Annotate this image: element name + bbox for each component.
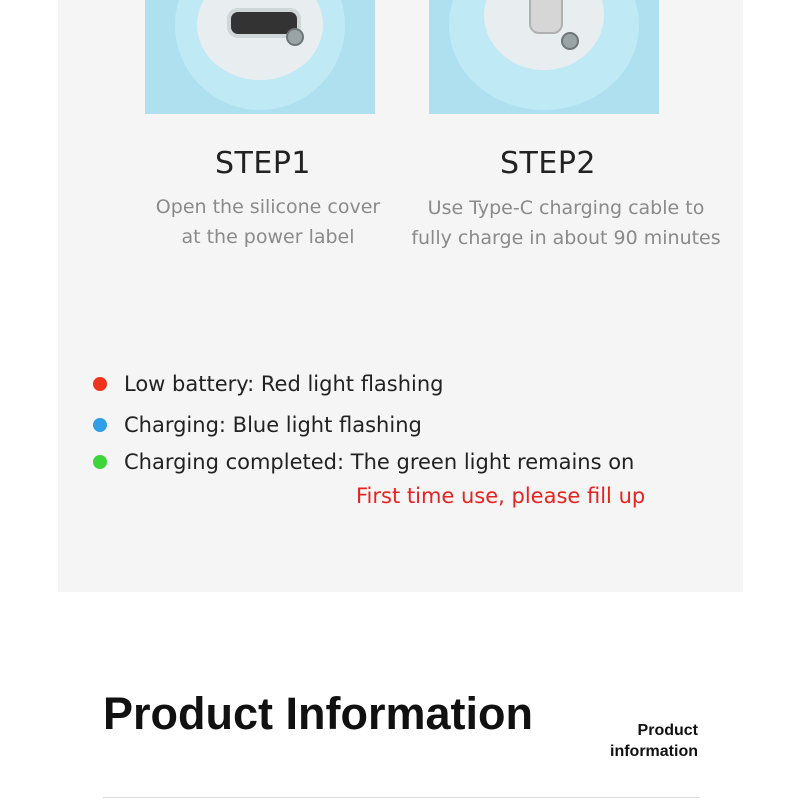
step2-desc-line1: Use Type-C charging cable to [427,197,705,219]
step2-description [405,193,727,253]
step2-photo [429,0,659,114]
screw-icon [561,32,579,50]
product-information-heading: Product Information [103,688,533,739]
sub-line2: information [610,743,698,760]
step1-desc-line1: Open the silicone cover [155,196,381,218]
indicator-label: Charging completed: The green light remains on [124,450,635,474]
step1-description [140,192,396,252]
step2-title: STEP2 [500,146,597,181]
first-use-note: First time use, please fill up [356,484,646,508]
product-information-subheading [594,720,698,762]
indicator-charged [93,450,634,474]
step2-desc-line2: fully charge in about 90 minutes [411,227,721,249]
step1-desc-line2: at the power label [181,226,355,248]
indicator-low-battery [93,372,444,396]
sub-line1: Product [637,722,698,739]
indicator-charging [93,413,422,437]
screw-icon [286,28,304,46]
step1-photo [145,0,375,114]
indicator-label: Charging: Blue light flashing [124,413,422,437]
divider [103,797,700,798]
green-dot-icon [93,455,107,469]
red-dot-icon [93,377,107,391]
blue-dot-icon [93,418,107,432]
charging-plug [529,0,563,34]
step1-title: STEP1 [215,146,312,181]
indicator-label: Low battery: Red light flashing [124,372,444,396]
